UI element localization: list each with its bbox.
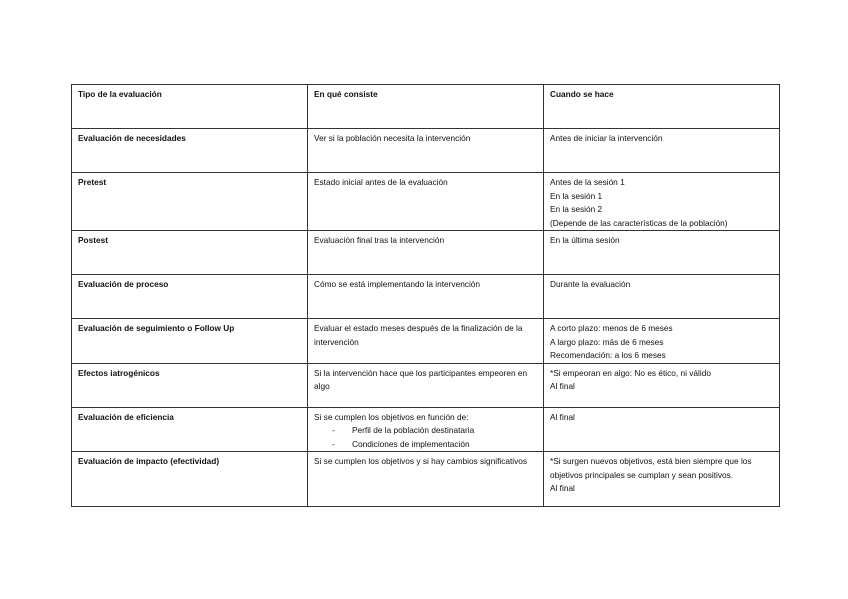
tipo-cell: Efectos iatrogénicos xyxy=(72,363,308,407)
cell-line: A largo plazo: más de 6 meses xyxy=(550,336,664,347)
evaluation-types-table xyxy=(71,84,780,507)
cuando-cell xyxy=(544,407,780,452)
consiste-cell xyxy=(308,173,544,231)
cell-line: Al final xyxy=(550,381,575,391)
tipo-cell: Evaluación de seguimiento o Follow Up xyxy=(72,319,308,364)
cell-line: *Si empeoran en algo: No es ético, ni válido xyxy=(550,367,711,378)
consiste-cell xyxy=(308,129,544,173)
cuando-cell xyxy=(544,319,780,364)
header-consiste: En qué consiste xyxy=(308,85,544,129)
table-row xyxy=(72,319,780,364)
cell-line: (Depende de las características de la población) xyxy=(550,217,728,228)
cell-line: Si se cumplen los objetivos en función de: xyxy=(314,411,469,422)
cell-line: Cómo se está implementando la intervención xyxy=(314,279,481,289)
cuando-cell xyxy=(544,363,780,407)
cuando-cell xyxy=(544,452,780,507)
tipo-cell: Evaluación de necesidades xyxy=(72,129,308,173)
cell-line: Al final xyxy=(550,483,575,493)
consiste-cell xyxy=(308,407,544,452)
table-row xyxy=(72,275,780,319)
cuando-cell xyxy=(544,275,780,319)
cell-line: Estado inicial antes de la evaluación xyxy=(314,177,448,187)
table-row xyxy=(72,173,780,231)
header-cuando: Cuando se hace xyxy=(544,85,780,129)
cuando-cell xyxy=(544,173,780,231)
cell-line: Ver si la población necesita la intervención xyxy=(314,133,471,143)
list-item: - Perfil de la población destinataria xyxy=(314,424,538,438)
cell-text: Si la intervención hace que los participantes empeoren en algo xyxy=(314,367,528,391)
cell-line: En la sesión 2 xyxy=(550,204,603,214)
cell-line: Evaluación final tras la intervención xyxy=(314,235,445,245)
consiste-cell xyxy=(308,319,544,364)
table-header-row xyxy=(72,85,780,129)
cell-text: Evaluar el estado meses después de la finalización de la intervención xyxy=(314,323,523,347)
tipo-cell: Evaluación de eficiencia xyxy=(72,407,308,452)
consiste-cell xyxy=(308,363,544,407)
consiste-cell xyxy=(308,231,544,275)
consiste-cell xyxy=(308,452,544,507)
tipo-cell: Evaluación de proceso xyxy=(72,275,308,319)
table-row xyxy=(72,452,780,507)
table-row xyxy=(72,231,780,275)
table-row xyxy=(72,363,780,407)
cell-line: Durante la evaluación xyxy=(550,279,631,289)
cell-line: Antes de iniciar la intervención xyxy=(550,133,663,143)
table-row xyxy=(72,129,780,173)
dash-list xyxy=(314,424,538,451)
cell-line: Recomendación: a los 6 meses xyxy=(550,350,666,360)
cell-line: A corto plazo: menos de 6 meses xyxy=(550,323,673,333)
table-row xyxy=(72,407,780,452)
list-item: - Condiciones de implementación xyxy=(314,438,538,452)
tipo-cell: Evaluación de impacto (efectividad) xyxy=(72,452,308,507)
cuando-cell xyxy=(544,231,780,275)
tipo-cell: Postest xyxy=(72,231,308,275)
consiste-cell xyxy=(308,275,544,319)
header-tipo: Tipo de la evaluación xyxy=(72,85,308,129)
cell-text: *Si surgen nuevos objetivos, está bien siempre que los objetivos principales se cumplan y sean positivos. xyxy=(550,456,752,480)
cell-line: En la sesión 1 xyxy=(550,190,603,201)
cuando-cell xyxy=(544,129,780,173)
cell-line: Antes de la sesión 1 xyxy=(550,177,625,187)
tipo-cell: Pretest xyxy=(72,173,308,231)
cell-text: Si se cumplen los objetivos y si hay cambios significativos xyxy=(314,456,528,466)
cell-line: En la última sesión xyxy=(550,235,620,245)
cell-line: Al final xyxy=(550,411,575,422)
